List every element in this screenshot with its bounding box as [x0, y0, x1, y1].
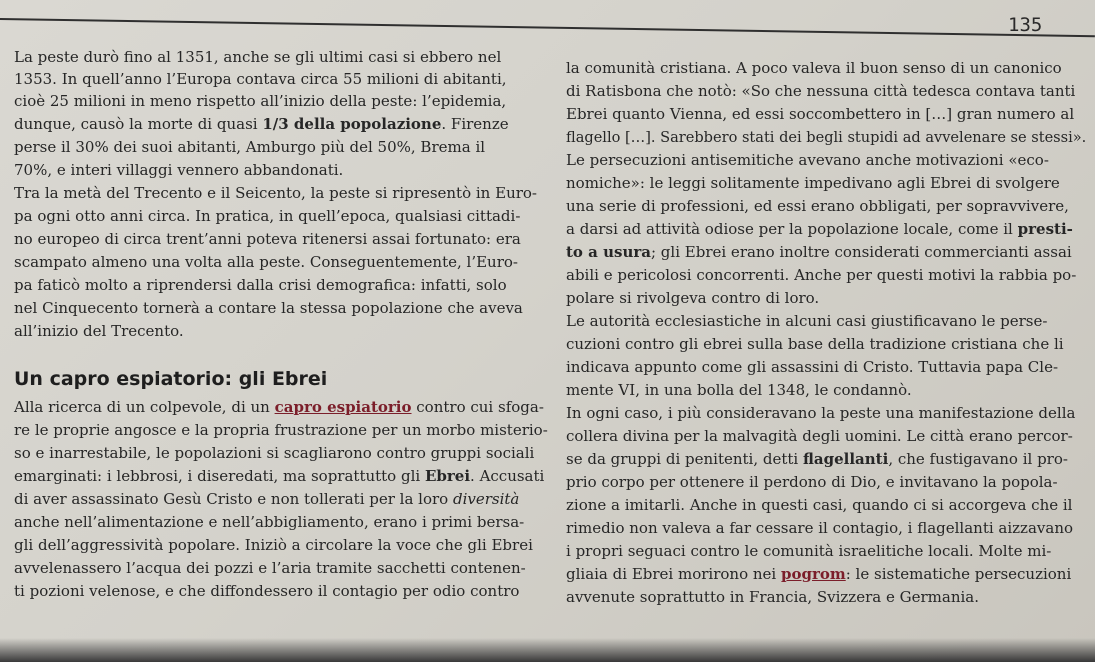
- text-line: scampato almeno una volta alla peste. Conseguentemente, l’Euro-: [14, 253, 518, 271]
- text-line: to a usura; gli Ebrei erano inoltre considerati commercianti assai: [566, 243, 1072, 261]
- section-heading: Un capro espiatorio: gli Ebrei: [14, 368, 328, 390]
- text-line: a darsi ad attività odiose per la popolazione locale, come il presti-: [566, 220, 1073, 238]
- text-line: 1353. In quell’anno l’Europa contava circa 55 milioni di abitanti,: [14, 70, 507, 88]
- text-line: zione a imitarli. Anche in questi casi, quando ci si accorgeva che il: [566, 496, 1073, 514]
- text-line: re le proprie angosce e la propria frustrazione per un morbo misterio-: [14, 421, 548, 439]
- text-line: gli dell’aggressività popolare. Iniziò a circolare la voce che gli Ebrei: [14, 536, 533, 554]
- text-line: di aver assassinato Gesù Cristo e non tollerati per la loro diversità: [14, 490, 520, 508]
- text-line: avvenute soprattutto in Francia, Svizzera e Germania.: [566, 588, 979, 606]
- text-line: collera divina per la malvagità degli uomini. Le città erano percor-: [566, 427, 1073, 445]
- text-line: all’inizio del Trecento.: [14, 322, 184, 340]
- bold-term: Ebrei: [424, 467, 471, 485]
- italic-term: diversità: [452, 490, 520, 508]
- text-line: cuzioni contro gli ebrei sulla base della tradizione cristiana che li: [566, 335, 1064, 353]
- text-line: 70%, e interi villaggi vennero abbandonati.: [14, 161, 344, 179]
- text-line: di Ratisbona che notò: «So che nessuna città tedesca contava tanti: [566, 82, 1076, 100]
- text-line: Le autorità ecclesiastiche in alcuni casi giustificavano le perse-: [566, 312, 1048, 330]
- text-line: i propri seguaci contro le comunità israelitiche locali. Molte mi-: [566, 542, 1052, 560]
- header-rule: [0, 18, 1095, 37]
- text-line: nomiche»: le leggi solitamente impedivano agli Ebrei di svolgere: [566, 174, 1060, 192]
- text-line: indicava appunto come gli assassini di Cristo. Tuttavia papa Cle-: [566, 358, 1059, 376]
- text-line: no europeo di circa trent’anni poteva ritenersi assai fortunato: era: [14, 230, 521, 248]
- glossary-term: capro espiatorio: [274, 398, 412, 416]
- text-line: Tra la metà del Trecento e il Seicento, la peste si ripresentò in Euro-: [14, 184, 537, 202]
- bold-term: 1/3 della popolazione: [262, 115, 442, 133]
- page-number: 135: [1008, 14, 1043, 36]
- text-line: avvelenassero l’acqua dei pozzi e l’aria tramite sacchetti contenen-: [14, 559, 526, 577]
- text-line: una serie di professioni, ed essi erano obbligati, per sopravvivere,: [566, 197, 1069, 215]
- text-line: polare si rivolgeva contro di loro.: [566, 289, 820, 307]
- text-line: dunque, causò la morte di quasi 1/3 della popolazione. Firenze: [14, 115, 509, 133]
- text-line: Le persecuzioni antisemitiche avevano anche motivazioni «eco-: [566, 151, 1049, 169]
- text-line: In ogni caso, i più consideravano la peste una manifestazione della: [566, 404, 1076, 422]
- text-line: abili e pericolosi concorrenti. Anche per questi motivi la rabbia po-: [566, 266, 1077, 284]
- text-line: Alla ricerca di un colpevole, di un capro espiatorio contro cui sfoga-: [14, 398, 544, 416]
- text-line: Ebrei quanto Vienna, ed essi soccombettero in […] gran numero al: [566, 105, 1075, 123]
- text-line: cioè 25 milioni in meno rispetto all’inizio della peste: l’epidemia,: [14, 92, 507, 110]
- text-line: emarginati: i lebbrosi, i diseredati, ma soprattutto gli Ebrei. Accusati: [14, 467, 545, 485]
- text-line: mente VI, in una bolla del 1348, le condannò.: [566, 381, 912, 399]
- text-line: se da gruppi di penitenti, detti flagellanti, che fustigavano il pro-: [566, 450, 1068, 468]
- bold-term: to a usura: [566, 243, 651, 261]
- text-line: pa faticò molto a riprendersi dalla crisi demografica: infatti, solo: [14, 276, 507, 294]
- text-line: ti pozioni velenose, e che diffondessero il contagio per odio contro: [14, 582, 520, 600]
- text-line: perse il 30% dei suoi abitanti, Amburgo più del 50%, Brema il: [14, 138, 486, 156]
- text-line: pa ogni otto anni circa. In pratica, in quell’epoca, qualsiasi cittadi-: [14, 207, 521, 225]
- text-line: gliaia di Ebrei morirono nei pogrom: le sistematiche persecuzioni: [566, 565, 1072, 583]
- text-line: prio corpo per ottenere il perdono di Dio, e invitavano la popola-: [566, 473, 1058, 491]
- bold-term: flagellanti: [803, 450, 889, 468]
- page-shadow: [0, 638, 1095, 662]
- text-line: nel Cinquecento tornerà a contare la stessa popolazione che aveva: [14, 299, 523, 317]
- text-line: anche nell’alimentazione e nell’abbigliamento, erano i primi bersa-: [14, 513, 525, 531]
- text-line: La peste durò fino al 1351, anche se gli ultimi casi si ebbero nel: [14, 48, 502, 66]
- glossary-term: pogrom: [780, 565, 846, 583]
- text-line: so e inarrestabile, le popolazioni si scagliarono contro gruppi sociali: [14, 444, 535, 462]
- text-line: flagello […]. Sarebbero stati dei begli stupidi ad avvelenare se stessi».: [566, 128, 1087, 146]
- text-line: rimedio non valeva a far cessare il contagio, i flagellanti aizzavano: [566, 519, 1074, 537]
- text-line: la comunità cristiana. A poco valeva il buon senso di un canonico: [566, 59, 1062, 77]
- bold-term: presti-: [1017, 220, 1073, 238]
